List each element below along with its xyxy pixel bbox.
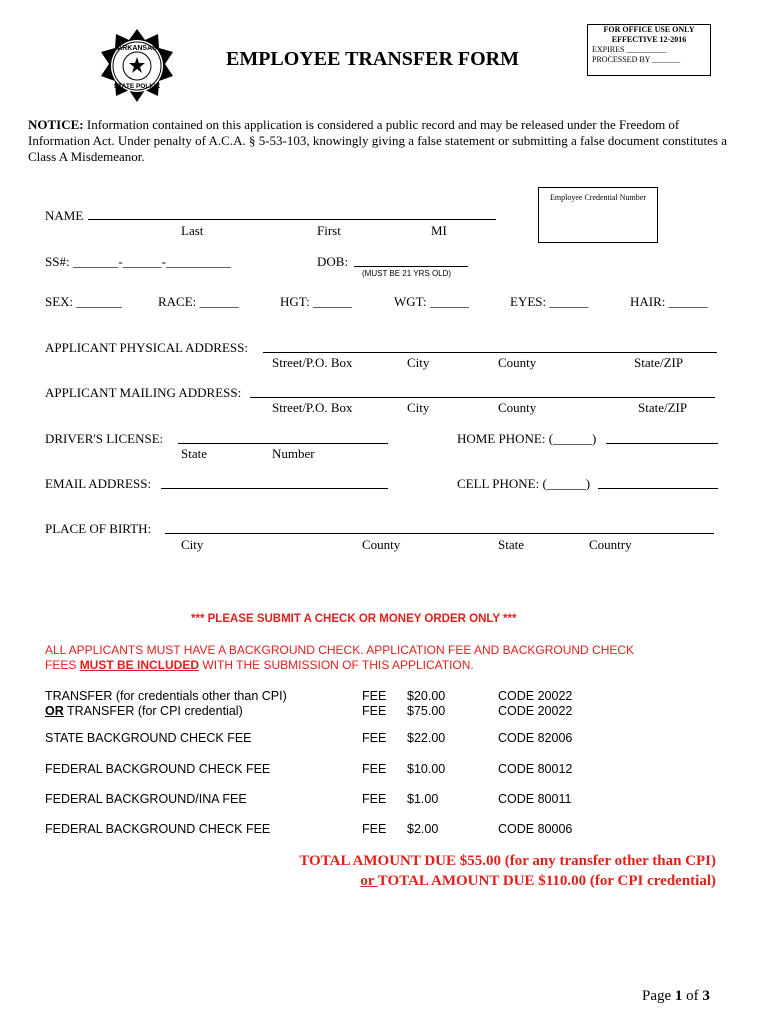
- cell-phone-label: CELL PHONE: (______): [457, 476, 591, 491]
- fee-row-code: CODE 80011: [498, 792, 572, 806]
- fee-row-amount: $75.00: [407, 704, 446, 718]
- fee-row-fee: FEE: [362, 731, 387, 745]
- fee-row-label: STATE BACKGROUND CHECK FEE: [45, 731, 252, 745]
- total-amount-line1: TOTAL AMOUNT DUE $55.00 (for any transfer other than CPI): [299, 853, 716, 869]
- pob-county-caption: County: [362, 537, 401, 552]
- credential-number-box[interactable]: [538, 187, 658, 243]
- fee-row-label: FEDERAL BACKGROUND/INA FEE: [45, 792, 247, 806]
- total-amount-line2: [360, 873, 716, 890]
- fee-row-fee: FEE: [362, 822, 387, 836]
- drivers-license-field[interactable]: [178, 443, 388, 444]
- pob-state-caption: State: [498, 537, 524, 552]
- physical-address-label: APPLICANT PHYSICAL ADDRESS:: [45, 340, 248, 355]
- fee-row-label: [45, 704, 243, 718]
- expires-label: EXPIRES: [592, 45, 625, 54]
- dob-note: (MUST BE 21 YRS OLD): [362, 269, 452, 278]
- fee-row-fee: FEE: [362, 689, 387, 703]
- sex-field[interactable]: SEX: _______: [45, 294, 122, 309]
- email-label: EMAIL ADDRESS:: [45, 476, 152, 491]
- fee-row-code: CODE 80006: [498, 822, 573, 836]
- fee-row-amount: $2.00: [407, 822, 439, 836]
- total-amount-line2-text: TOTAL AMOUNT DUE $110.00 (for CPI credential): [377, 873, 716, 889]
- page-number: 1: [674, 988, 683, 1004]
- expires-row[interactable]: EXPIRES __________: [592, 45, 667, 54]
- fee-row-fee: FEE: [362, 792, 387, 806]
- physical-state-zip-caption: State/ZIP: [634, 355, 684, 370]
- physical-city-caption: City: [407, 355, 430, 370]
- fee-row-code: CODE 82006: [498, 731, 573, 745]
- fee-row-code: CODE 80012: [498, 762, 573, 776]
- mailing-street-caption: Street/P.O. Box: [272, 400, 353, 415]
- state-police-badge: [99, 28, 175, 104]
- bg-line2-start: FEES: [45, 658, 80, 672]
- name-field[interactable]: [88, 219, 496, 220]
- mailing-address-label: APPLICANT MAILING ADDRESS:: [45, 385, 242, 400]
- total-or: or: [360, 873, 378, 889]
- name-label: NAME: [45, 208, 84, 223]
- physical-county-caption: County: [498, 355, 537, 370]
- home-phone-label: HOME PHONE: (______): [457, 431, 597, 446]
- svg-text:STATE POLICE: STATE POLICE: [113, 83, 161, 90]
- fee-row-amount: $1.00: [407, 792, 439, 806]
- notice-label: NOTICE:: [28, 117, 84, 132]
- mailing-city-caption: City: [407, 400, 430, 415]
- office-use-box: [587, 24, 711, 76]
- notice-paragraph: [28, 117, 733, 165]
- last-caption: Last: [181, 223, 204, 238]
- office-use-heading: FOR OFFICE USE ONLY: [603, 25, 695, 34]
- mailing-state-zip-caption: State/ZIP: [638, 400, 688, 415]
- home-phone-field[interactable]: [606, 443, 718, 444]
- notice-text: Information contained on this application is considered a public record and may be released under the Freedom of Information Act. Under penalty of A.C.A. § 5-53-103, knowingly giving a false statement or submitting a false document constitutes a Class A Misdemeanor.: [28, 117, 727, 164]
- fee-row-code: CODE 20022: [498, 689, 573, 703]
- bg-line2-end: WITH THE SUBMISSION OF THIS APPLICATION.: [199, 658, 474, 672]
- eyes-field[interactable]: EYES: ______: [510, 294, 589, 309]
- mi-caption: MI: [431, 223, 447, 238]
- fee-row-label: FEDERAL BACKGROUND CHECK FEE: [45, 762, 271, 776]
- pob-country-caption: Country: [589, 537, 632, 552]
- place-of-birth-label: PLACE OF BIRTH:: [45, 521, 152, 536]
- physical-street-caption: Street/P.O. Box: [272, 355, 353, 370]
- license-state-caption: State: [181, 446, 207, 461]
- svg-text:ARKANSAS: ARKANSAS: [117, 45, 157, 52]
- height-field[interactable]: HGT: ______: [280, 294, 352, 309]
- mailing-address-field[interactable]: [250, 397, 715, 398]
- fee-row-label: FEDERAL BACKGROUND CHECK FEE: [45, 822, 271, 836]
- background-check-line2: [45, 658, 474, 672]
- credential-number-label: Employee Credential Number: [550, 193, 646, 202]
- page-label: Page: [642, 988, 675, 1004]
- race-field[interactable]: RACE: ______: [158, 294, 239, 309]
- first-caption: First: [317, 223, 341, 238]
- or-emphasis: OR: [45, 704, 64, 718]
- drivers-license-label: DRIVER'S LICENSE:: [45, 431, 164, 446]
- fee-row-label: TRANSFER (for credentials other than CPI): [45, 689, 287, 703]
- must-be-included: MUST BE INCLUDED: [79, 658, 200, 672]
- email-field[interactable]: [161, 488, 388, 489]
- fee-row-amount: $20.00: [407, 689, 446, 703]
- page-indicator: [642, 988, 710, 1005]
- processed-row[interactable]: PROCESSED BY _______: [592, 55, 681, 64]
- place-of-birth-field[interactable]: [165, 533, 714, 534]
- cell-phone-field[interactable]: [598, 488, 718, 489]
- form-title: EMPLOYEE TRANSFER FORM: [226, 48, 519, 70]
- weight-field[interactable]: WGT: ______: [394, 294, 469, 309]
- physical-address-field[interactable]: [263, 352, 717, 353]
- dob-field[interactable]: [354, 266, 468, 267]
- fee-row-fee: FEE: [362, 762, 387, 776]
- page-of: of: [682, 988, 703, 1004]
- pob-city-caption: City: [181, 537, 204, 552]
- fee-row-amount: $22.00: [407, 731, 446, 745]
- license-number-caption: Number: [272, 446, 315, 461]
- mailing-county-caption: County: [498, 400, 537, 415]
- effective-date: EFFECTIVE 12-2016: [611, 35, 687, 44]
- processed-label: PROCESSED BY: [592, 55, 651, 64]
- fee-row-label-text: TRANSFER (for CPI credential): [63, 704, 243, 718]
- fee-row-code: CODE 20022: [498, 704, 573, 718]
- page-total: 3: [702, 988, 710, 1004]
- ss-field[interactable]: SS#: _______-______-__________: [45, 254, 231, 269]
- dob-label: DOB:: [317, 254, 349, 269]
- check-money-order-notice: *** PLEASE SUBMIT A CHECK OR MONEY ORDER ONLY ***: [191, 613, 517, 625]
- fee-row-fee: FEE: [362, 704, 387, 718]
- fee-row-amount: $10.00: [407, 762, 446, 776]
- hair-field[interactable]: HAIR: ______: [630, 294, 708, 309]
- background-check-line1: ALL APPLICANTS MUST HAVE A BACKGROUND CHECK. APPLICATION FEE AND BACKGROUND CHECK: [45, 643, 635, 657]
